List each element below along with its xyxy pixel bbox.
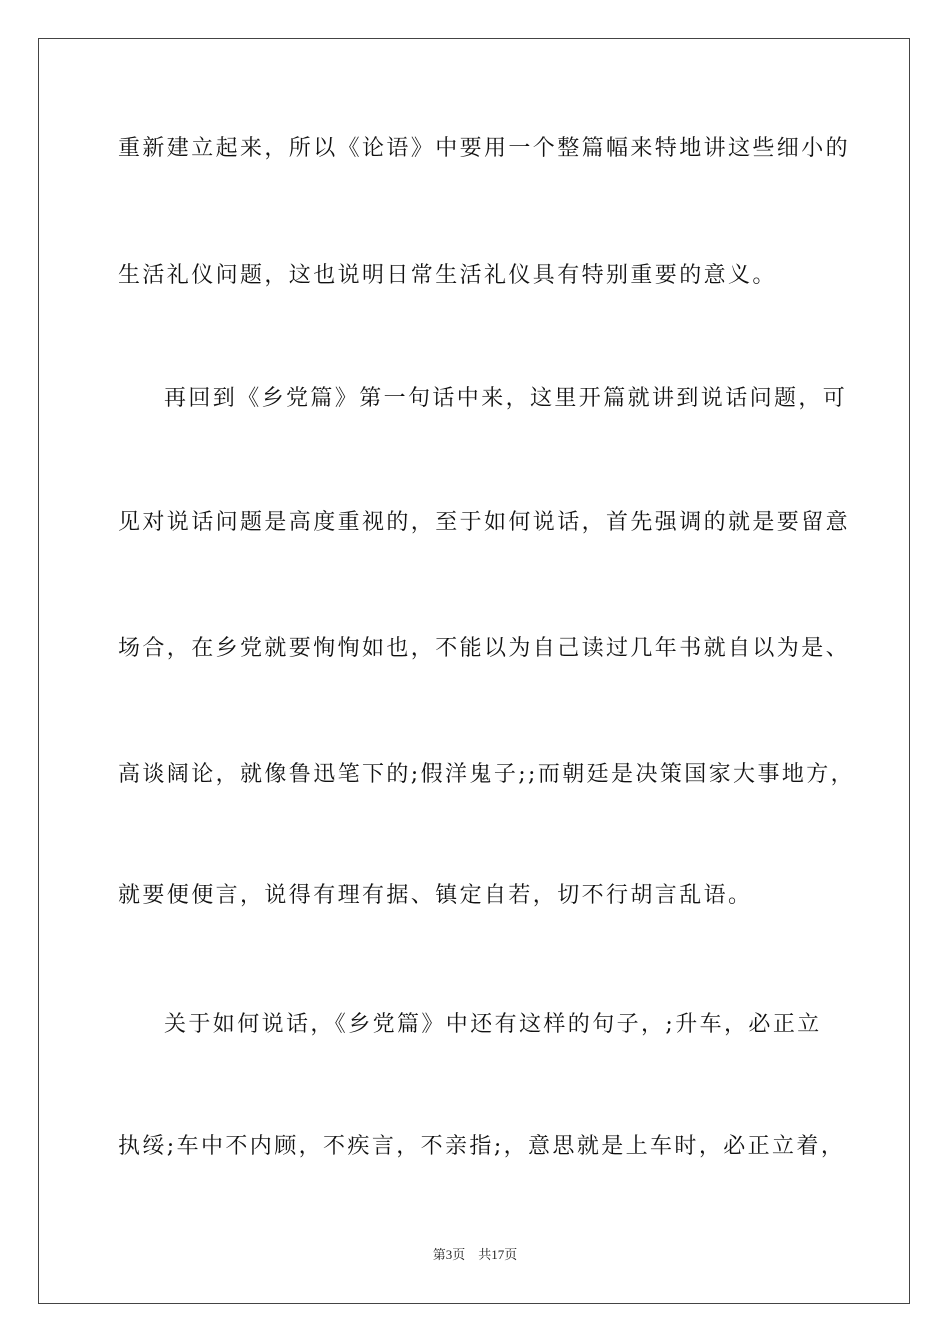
page-number: 第3页: [432, 1247, 466, 1262]
text-line-1: 重新建立起来，所以《论语》中要用一个整篇幅来特地讲这些细小的: [118, 136, 851, 161]
text-line-2: 生活礼仪问题，这也说明日常生活礼仪具有特别重要的意义。: [118, 263, 777, 288]
text-line-9: 执绥;车中不内顾，不疾言，不亲指;，意思就是上车时，必正立着，: [118, 1134, 846, 1159]
text-line-6: 高谈阔论，就像鲁迅笔下的;假洋鬼子;;而朝廷是决策国家大事地方，: [118, 762, 856, 787]
page-total: 共17页: [478, 1247, 518, 1262]
page-footer: [0, 1246, 950, 1264]
text-line-3: 再回到《乡党篇》第一句话中来，这里开篇就讲到说话问题，可: [164, 386, 848, 411]
text-line-8: 关于如何说话，《乡党篇》中还有这样的句子，;升车，必正立: [164, 1012, 822, 1037]
text-line-4: 见对说话问题是高度重视的，至于如何说话，首先强调的就是要留意: [118, 510, 851, 535]
page-border: [38, 38, 910, 1304]
text-line-7: 就要便便言，说得有理有据、镇定自若，切不行胡言乱语。: [118, 883, 753, 908]
text-line-5: 场合，在乡党就要恂恂如也，不能以为自己读过几年书就自以为是、: [118, 636, 851, 661]
